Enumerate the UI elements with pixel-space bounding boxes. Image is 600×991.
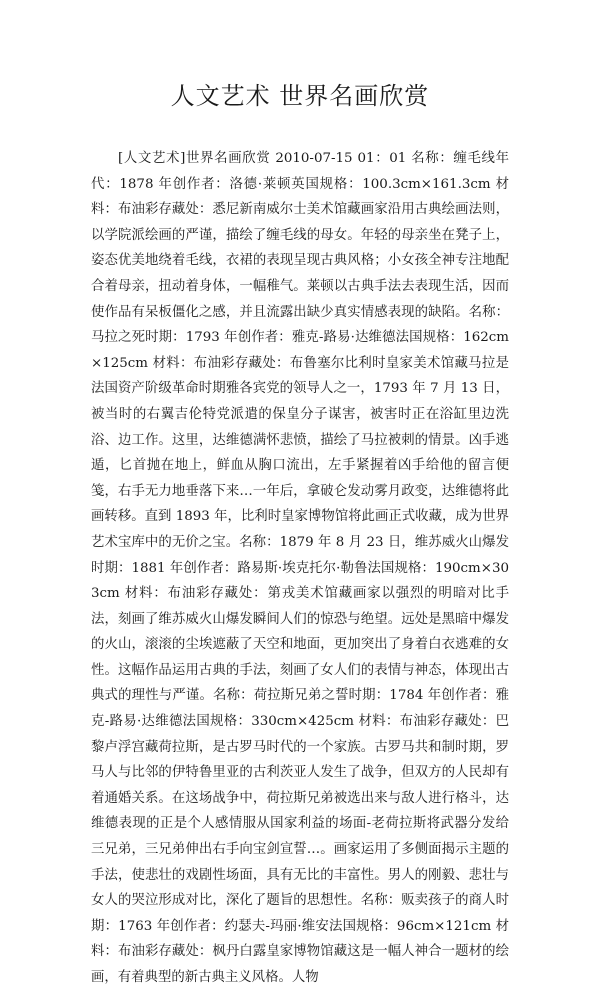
page-title: 人文艺术 世界名画欣赏 [170,82,430,110]
article-body: [人文艺术]世界名画欣赏 2010-07-15 01：01 名称：缠毛线年代：1878 年创作者：洛德·莱顿英国规格：100.3cm×161.3cm 材料：布油彩存藏处：悉尼新南威尔士美术馆藏画家沿用古典绘画法则，以学院派绘画的严谨，描绘了缠毛线的母女。年轻的母亲坐在凳子上，姿态优美地绕着毛线，衣裙的表现呈现古典风格；小女孩全神专注地配合着母亲，扭动着身体，一幅稚气。莱顿以古典手法去表现生活，因而使作品有呆板僵化之感，并且流露出缺少真实情感表现的缺陷。名称：马拉之死时期：1793 年创作者：雅克-路易·达维德法国规格：162cm×125cm 材料：布油彩存藏处：布鲁塞尔比利时皇家美术馆藏马拉是法国资产阶级革命时期雅各宾党的领导人之一，1793 年 7 月 13 日，被当时的右翼吉伦特党派遣的保皇分子谋害，被害时正在浴缸里边洗浴、边工作。这里，达维德满怀悲愤，描绘了马拉被刺的情景。凶手逃遁，匕首抛在地上，鲜血从胸口流出，左手紧握着凶手给他的留言便笺，右手无力地垂落下来…一年后，拿破仑发动雾月政变，达维德将此画转移。直到 1893 年，比利时皇家博物馆将此画正式收藏，成为世界艺术宝库中的无价之宝。名称：1879 年 8 月 23 日，维苏威火山爆发时期：1881 年创作者：路易斯·埃克托尔·勒鲁法国规格：190cm×303cm 材料：布油彩存藏处：第戎美术馆藏画家以强烈的明暗对比手法，刻画了维苏威火山爆发瞬间人们的惊恐与绝望。远处是黑暗中爆发的火山，滚滚的尘埃遮蔽了天空和地面，更加突出了身着白衣逃难的女性。这幅作品运用古典的手法，刻画了女人们的表情与神态，体现出古典式的理性与严谨。名称：荷拉斯兄弟之誓时期：1784 年创作者：雅克-路易·达维德法国规格：330cm×425cm 材料：布油彩存藏处：巴黎卢浮宫藏荷拉斯，是古罗马时代的一个家族。古罗马共和制时期，罗马人与比邻的伊特鲁里亚的古利茨亚人发生了战争，但双方的人民却有着通婚关系。在这场战争中，荷拉斯兄弟被选出来与敌人进行格斗，达维德表现的正是个人感情服从国家利益的场面-老荷拉斯将武器分发给三兄弟，三兄弟伸出右手向宝剑宣誓…。画家运用了多侧面揭示主题的手法，使悲壮的戏剧性场面，具有无比的丰富性。男人的刚毅、悲壮与女人的哭泣形成对比，深化了题旨的思想性。名称：贩卖孩子的商人时期：1763 年创作者：约瑟夫-玛丽·维安法国规格：96cm×121cm 材料：布油彩存藏处：枫丹白露皇家博物馆藏这是一幅人神合一题材的绘画，有着典型的新古典主义风格。人物 [91,151,509,985]
